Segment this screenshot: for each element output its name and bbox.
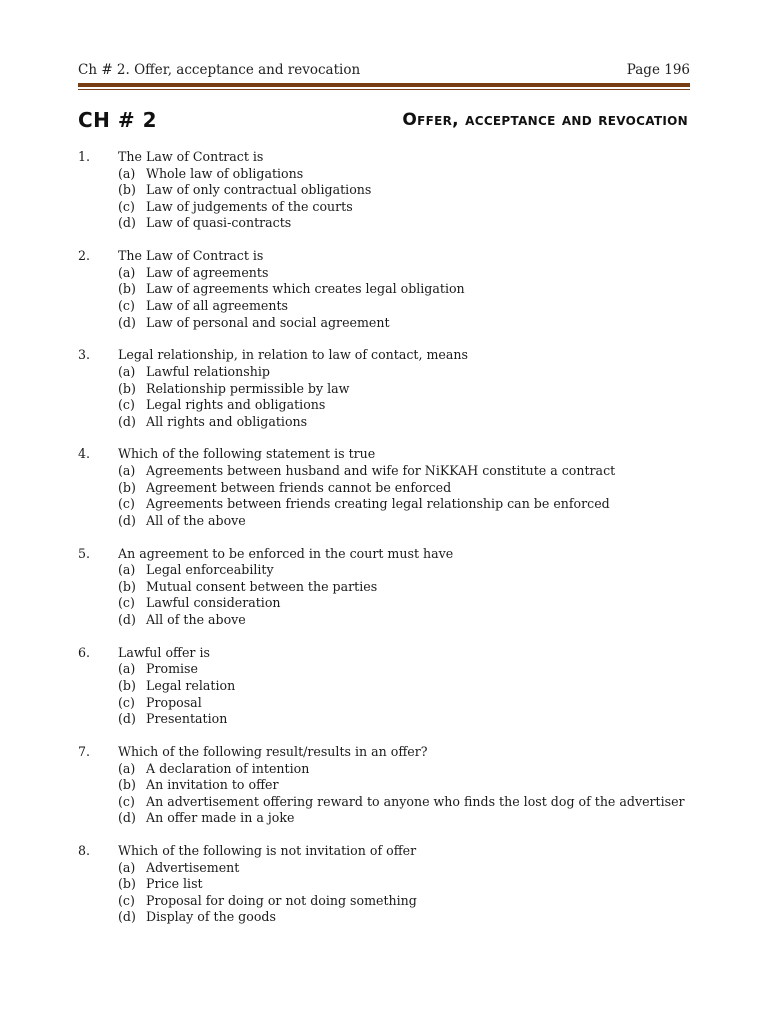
question-8 xyxy=(78,843,698,926)
option-letter: (a) xyxy=(118,661,136,677)
question-7 xyxy=(78,744,698,827)
option-text: Law of personal and social agreement xyxy=(146,314,390,330)
question-number: 4. xyxy=(78,446,91,462)
option-letter: (d) xyxy=(118,612,136,627)
option-letter: (b) xyxy=(118,677,136,693)
running-header xyxy=(78,62,690,78)
answer-option xyxy=(78,678,698,695)
answer-option xyxy=(78,496,698,513)
question-text: Legal relationship, in relation to law of contact, means xyxy=(118,347,468,363)
question-stem xyxy=(78,744,698,761)
question-text: The Law of Contract is xyxy=(118,149,264,164)
question-stem xyxy=(78,446,698,463)
question-number: 8. xyxy=(78,843,91,859)
option-text: An offer made in a joke xyxy=(146,810,295,826)
option-letter: (d) xyxy=(118,810,136,826)
option-letter: (a) xyxy=(118,562,136,578)
answer-option xyxy=(78,876,698,893)
answer-option xyxy=(78,909,698,926)
answer-option xyxy=(78,612,698,629)
option-letter: (b) xyxy=(118,479,136,495)
answer-option xyxy=(78,480,698,497)
answer-option xyxy=(78,661,698,678)
answer-option xyxy=(78,860,698,877)
question-4 xyxy=(78,446,698,529)
option-text: Presentation xyxy=(146,711,228,727)
option-text: Promise xyxy=(146,661,198,677)
option-text: Proposal xyxy=(146,694,202,710)
option-letter: (b) xyxy=(118,777,136,793)
question-text: Which of the following result/results in an offer? xyxy=(118,743,428,759)
question-3 xyxy=(78,347,698,430)
question-number: 3. xyxy=(78,347,91,363)
option-text: An advertisement offering reward to anyone who finds the lost dog of the advertiser xyxy=(146,793,685,809)
option-letter: (a) xyxy=(118,165,136,181)
question-6 xyxy=(78,645,698,728)
option-text: Lawful consideration xyxy=(146,595,281,611)
answer-option xyxy=(78,315,698,332)
option-letter: (c) xyxy=(118,297,135,313)
option-text: Display of the goods xyxy=(146,909,276,925)
option-text: Agreements between friends creating legal relationship can be enforced xyxy=(146,496,610,512)
option-letter: (c) xyxy=(118,892,135,908)
option-letter: (c) xyxy=(118,198,135,214)
option-text: Legal rights and obligations xyxy=(146,397,326,413)
answer-option xyxy=(78,761,698,778)
option-letter: (c) xyxy=(118,496,135,512)
question-text: An agreement to be enforced in the court must have xyxy=(118,545,454,561)
answer-option xyxy=(78,893,698,910)
option-letter: (b) xyxy=(118,281,136,297)
answer-option xyxy=(78,562,698,579)
option-letter: (a) xyxy=(118,760,136,776)
answer-option xyxy=(78,199,698,216)
answer-option xyxy=(78,414,698,431)
option-text: Price list xyxy=(146,876,203,892)
question-stem xyxy=(78,546,698,563)
option-text: Legal enforceability xyxy=(146,562,274,578)
answer-option xyxy=(78,397,698,414)
option-text: Law of agreements xyxy=(146,264,269,280)
answer-option xyxy=(78,265,698,282)
option-text: Law of agreements which creates legal obligation xyxy=(146,281,465,297)
option-letter: (c) xyxy=(118,397,135,413)
question-number: 2. xyxy=(78,248,91,264)
option-letter: (d) xyxy=(118,413,136,429)
question-text: The Law of Contract is xyxy=(118,248,264,264)
option-text: Advertisement xyxy=(146,859,240,875)
option-text: Law of only contractual obligations xyxy=(146,182,372,198)
question-text: Lawful offer is xyxy=(118,644,210,660)
running-header-chapter: Ch # 2. Offer, acceptance and revocation xyxy=(78,62,361,78)
answer-option xyxy=(78,794,698,811)
answer-option xyxy=(78,777,698,794)
option-text: All of the above xyxy=(146,612,246,627)
question-2 xyxy=(78,248,698,331)
header-rule-thick xyxy=(78,83,690,87)
answer-option xyxy=(78,595,698,612)
option-letter: (c) xyxy=(118,694,135,710)
answer-option xyxy=(78,364,698,381)
answer-option xyxy=(78,810,698,827)
answer-option xyxy=(78,281,698,298)
option-letter: (d) xyxy=(118,215,136,231)
question-text: Which of the following is not invitation of offer xyxy=(118,843,417,859)
answer-option xyxy=(78,513,698,530)
answer-option xyxy=(78,711,698,728)
answer-option xyxy=(78,298,698,315)
option-letter: (a) xyxy=(118,264,136,280)
answer-option xyxy=(78,215,698,232)
question-5 xyxy=(78,546,698,629)
option-letter: (b) xyxy=(118,380,136,396)
option-letter: (a) xyxy=(118,363,136,379)
question-1 xyxy=(78,149,698,232)
option-letter: (a) xyxy=(118,859,136,875)
option-letter: (d) xyxy=(118,909,136,925)
question-stem xyxy=(78,149,698,166)
answer-option xyxy=(78,166,698,183)
option-letter: (b) xyxy=(118,182,136,198)
question-stem xyxy=(78,843,698,860)
option-text: An invitation to offer xyxy=(146,777,279,793)
question-number: 7. xyxy=(78,743,91,759)
option-text: Law of quasi-contracts xyxy=(146,215,292,231)
answer-option xyxy=(78,182,698,199)
option-letter: (d) xyxy=(118,512,136,528)
option-letter: (c) xyxy=(118,793,135,809)
question-list xyxy=(78,149,698,942)
option-text: Law of all agreements xyxy=(146,297,288,313)
option-text: Agreement between friends cannot be enforced xyxy=(146,479,452,495)
question-stem xyxy=(78,248,698,265)
header-rule-thin xyxy=(78,89,690,90)
option-text: Proposal for doing or not doing something xyxy=(146,892,417,908)
chapter-title: Offer, acceptance and revocation xyxy=(402,110,688,130)
question-stem xyxy=(78,645,698,662)
answer-option xyxy=(78,463,698,480)
question-number: 5. xyxy=(78,545,91,561)
answer-option xyxy=(78,695,698,712)
question-number: 1. xyxy=(78,149,91,164)
chapter-label: CH # 2 xyxy=(78,108,158,132)
option-text: Lawful relationship xyxy=(146,363,270,379)
option-text: Agreements between husband and wife for NiKKAH constitute a contract xyxy=(146,463,616,479)
option-text: Legal relation xyxy=(146,677,236,693)
option-text: Whole law of obligations xyxy=(146,165,304,181)
option-text: Law of judgements of the courts xyxy=(146,198,353,214)
option-letter: (c) xyxy=(118,595,135,611)
option-text: Mutual consent between the parties xyxy=(146,578,378,594)
option-letter: (d) xyxy=(118,314,136,330)
page-number: Page 196 xyxy=(626,62,690,78)
question-text: Which of the following statement is true xyxy=(118,446,376,462)
option-text: All of the above xyxy=(146,512,246,528)
option-text: A declaration of intention xyxy=(146,760,310,776)
option-text: Relationship permissible by law xyxy=(146,380,350,396)
option-letter: (d) xyxy=(118,711,136,727)
option-letter: (b) xyxy=(118,876,136,892)
option-letter: (b) xyxy=(118,578,136,594)
answer-option xyxy=(78,579,698,596)
option-text: All rights and obligations xyxy=(146,413,308,429)
option-letter: (a) xyxy=(118,463,136,479)
question-stem xyxy=(78,347,698,364)
answer-option xyxy=(78,381,698,398)
question-number: 6. xyxy=(78,644,91,660)
